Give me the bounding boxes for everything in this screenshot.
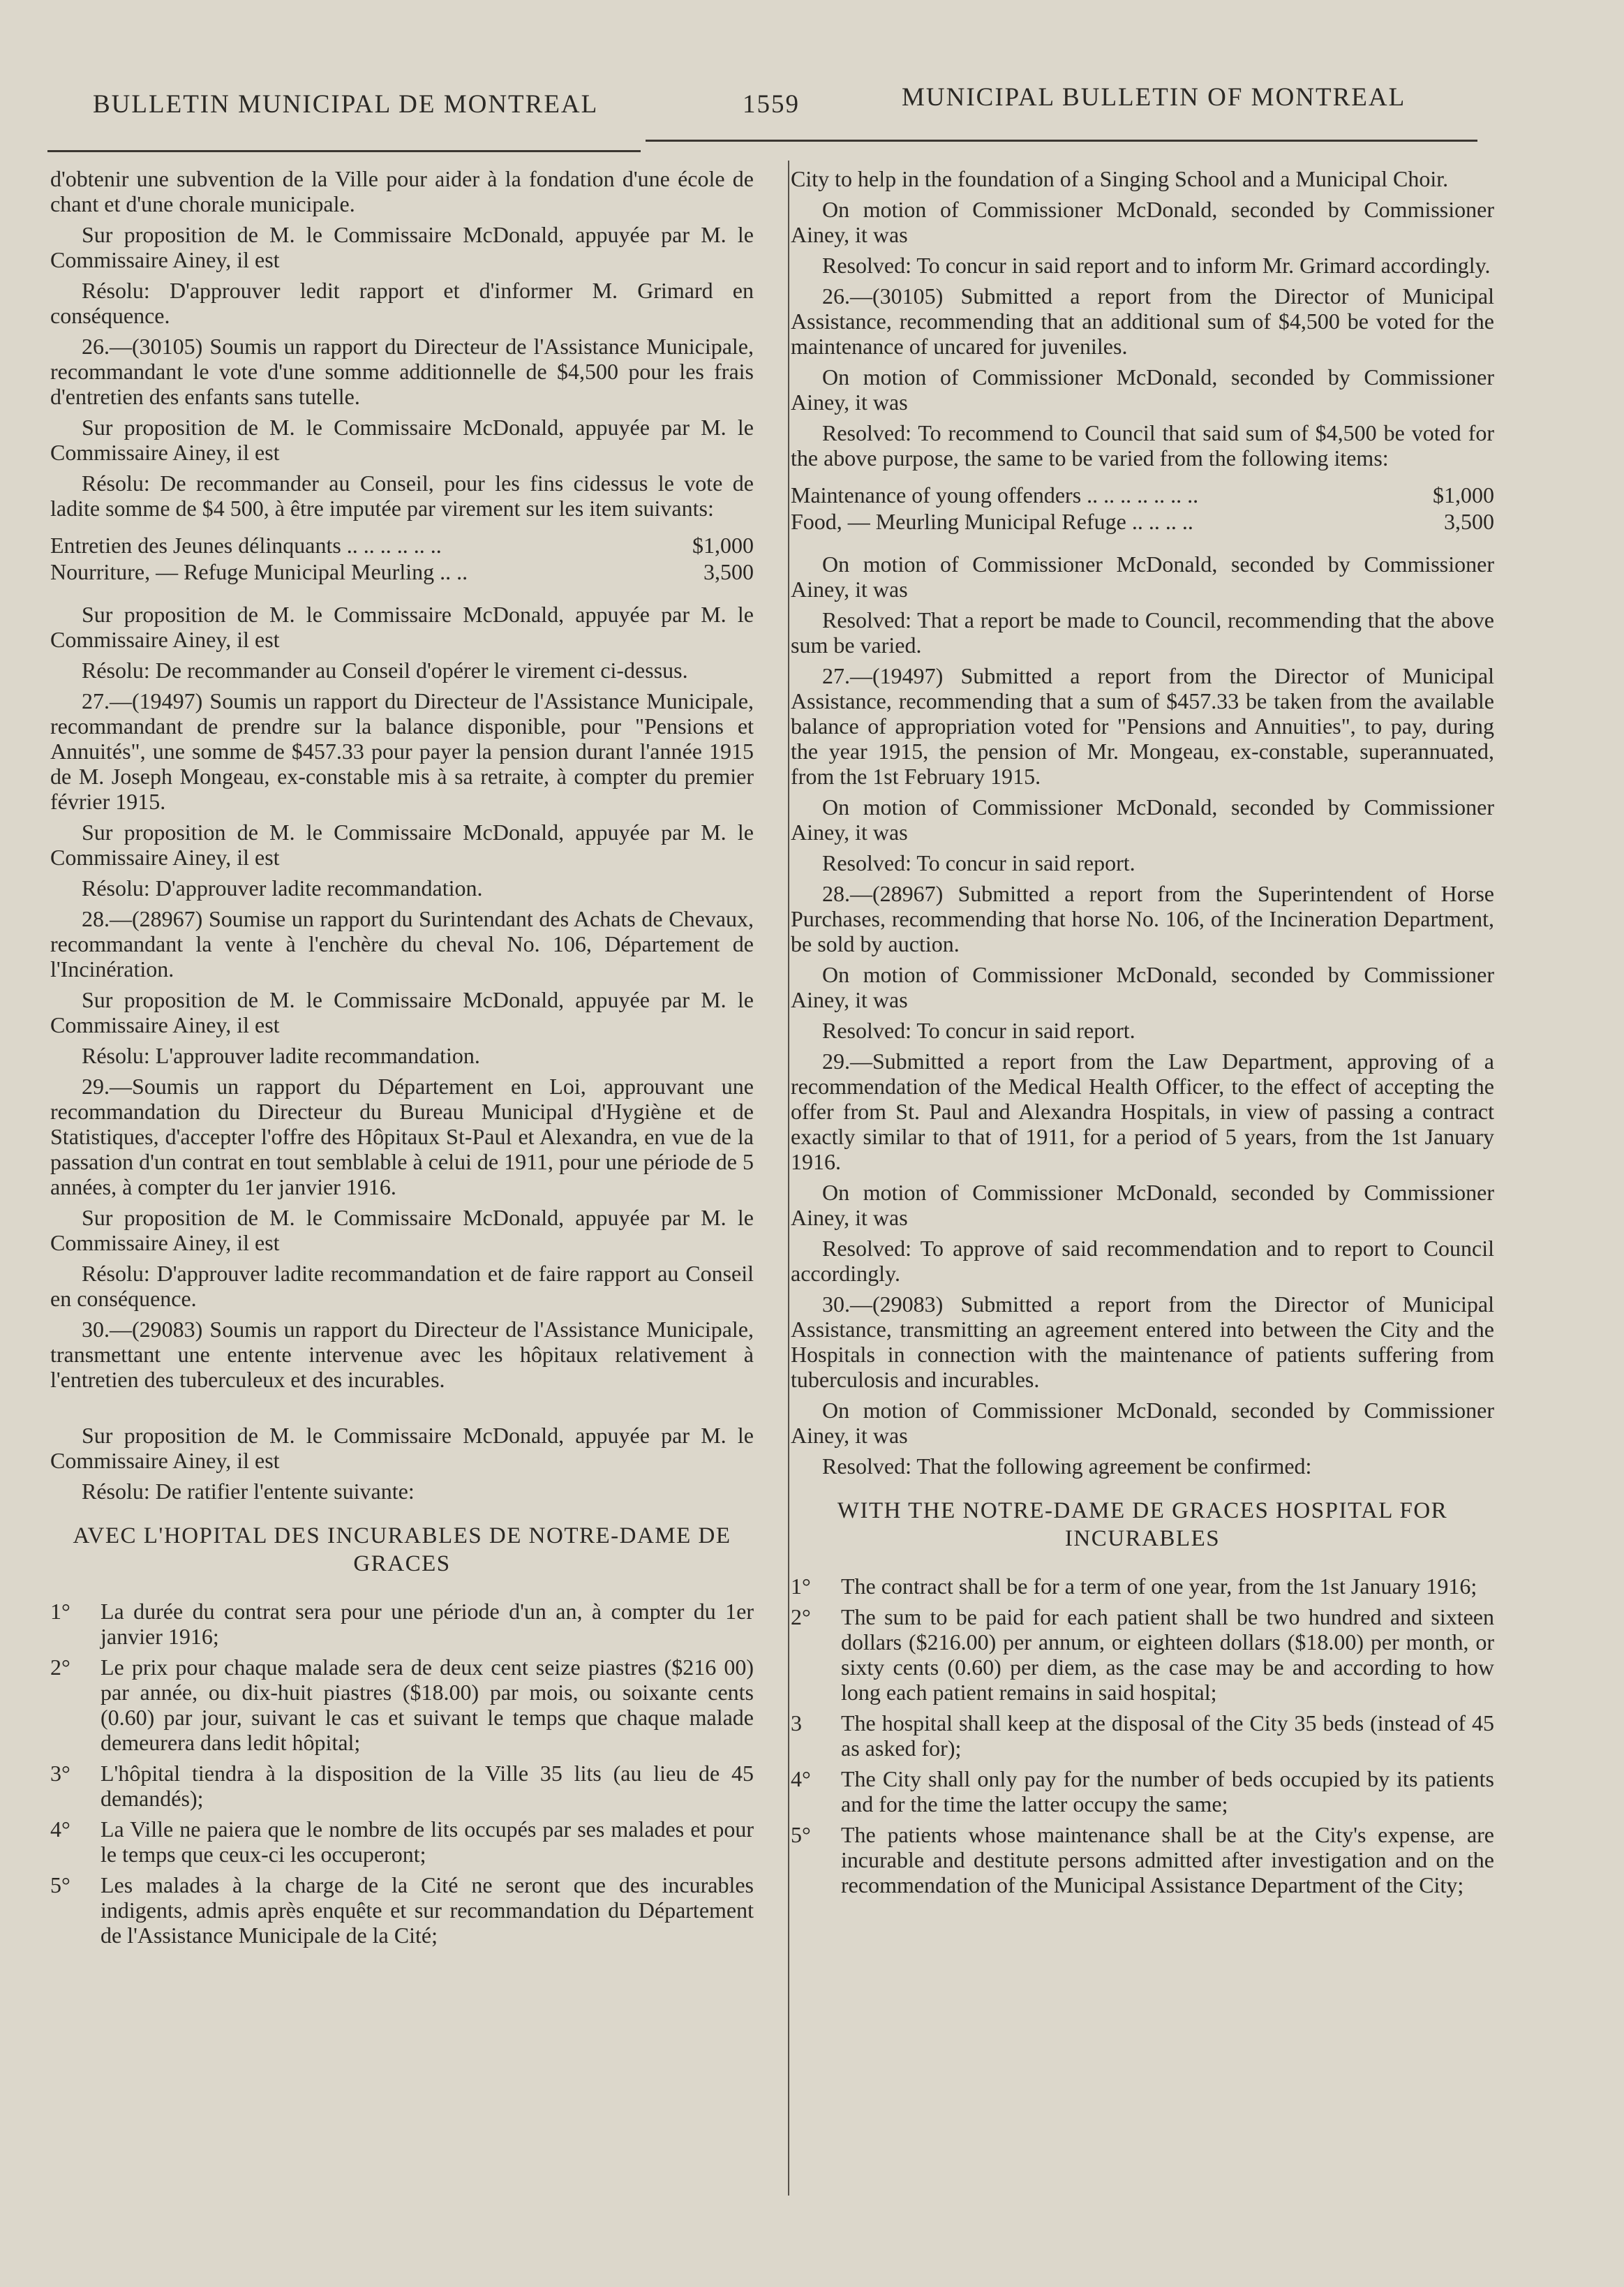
column-divider: [788, 161, 789, 2196]
table-row: [50, 558, 754, 585]
list-item: [50, 1655, 754, 1755]
paragraph: Sur proposition de M. le Commissaire McDonald, appuyée par M. le Commissaire Ainey, il est: [50, 415, 754, 465]
header-rule-right: [646, 140, 1477, 142]
item-text: The sum to be paid for each patient shall be two hundred and sixteen dollars ($216.00) per annum, or eighteen dollars ($18.00) per month, or sixty cents (0.60) per diem, as the case may be and according to how long each patient remains in said hospital;: [841, 1604, 1494, 1705]
item-text: L'hôpital tiendra à la disposition de la Ville 35 lits (au lieu de 45 demandés);: [100, 1761, 754, 1811]
paragraph: d'obtenir une subvention de la Ville pour aider à la fondation d'une école de chant et d'une chorale municipale.: [50, 166, 754, 216]
paragraph: 26.—(30105) Soumis un rapport du Directeur de l'Assistance Municipale, recommandant le vote d'une somme additionnelle de $4,500 pour les frais d'entretien des enfants sans tutelle.: [50, 334, 754, 409]
paragraph: City to help in the foundation of a Singing School and a Municipal Choir.: [791, 166, 1449, 191]
table-row: [50, 532, 754, 558]
paragraph: Resolved: To concur in said report.: [822, 850, 1135, 875]
paragraph: 29.—Soumis un rapport du Département en Loi, approuvant une recommandation du Directeur du Bureau Municipal d'Hygiène et de Statistiques, d'accepter l'offre des Hôpitaux St-Paul et Alexandra, en vue de la passation d'un contrat en tout semblable à celui de 1911, pour une période de 5 années, à compter du 1er janvier 1916.: [50, 1074, 754, 1199]
item-text: The City shall only pay for the number of beds occupied by its patients and for the time the latter occupy the same;: [841, 1766, 1494, 1816]
table-amount: 3,500: [703, 559, 754, 584]
paragraph: On motion of Commissioner McDonald, seconded by Commissioner Ainey, it was: [791, 1180, 1494, 1230]
agreement-heading: WITH THE NOTRE-DAME DE GRACES HOSPITAL FOR INCURABLES: [837, 1498, 1448, 1551]
paragraph: Résolu: L'approuver ladite recommandation.: [82, 1043, 480, 1068]
paragraph: Sur proposition de M. le Commissaire McDonald, appuyée par M. le Commissaire Ainey, il est: [50, 602, 754, 652]
paragraph: On motion of Commissioner McDonald, seconded by Commissioner Ainey, it was: [791, 364, 1494, 415]
paragraph: Resolved: To concur in said report.: [822, 1018, 1135, 1043]
list-item: [791, 1710, 1494, 1761]
list-item: [50, 1872, 754, 1948]
agreement-heading: AVEC L'HOPITAL DES INCURABLES DE NOTRE-DAME DE GRACES: [73, 1523, 731, 1576]
item-number: 3°: [50, 1761, 70, 1786]
paragraph: Resolved: To approve of said recommendation and to report to Council accordingly.: [791, 1236, 1494, 1286]
paragraph: 29.—Submitted a report from the Law Department, approving of a recommendation of the Medical Health Officer, to the effect of accepting the offer from St. Paul and Alexandra Hospitals, in view of passing a contract exactly similar to that of 1911, for a period of 5 years, from the 1st January 1916.: [791, 1049, 1494, 1174]
paragraph: On motion of Commissioner McDonald, seconded by Commissioner Ainey, it was: [791, 1398, 1494, 1448]
item-text: La Ville ne paiera que le nombre de lits occupés par ses malades et pour le temps que ceux-ci les occuperont;: [100, 1816, 754, 1867]
table-row: [791, 508, 1494, 535]
table-item: Maintenance of young offenders .. .. .. .. .. .. ..: [791, 482, 1199, 508]
item-text: The patients whose maintenance shall be at the City's expense, are incurable and destitute persons admitted after investigation and on the recommendation of the Municipal Assistance Department of the City;: [841, 1822, 1494, 1897]
budget-table: [791, 482, 1494, 535]
header-left-title: BULLETIN MUNICIPAL DE MONTREAL: [93, 90, 599, 119]
paragraph: Résolu: De recommander au Conseil, pour les fins cidessus le vote de ladite somme de $4 500, à être imputée par virement sur les item suivants:: [50, 471, 754, 521]
paragraph: Resolved: That the following agreement be confirmed:: [822, 1453, 1312, 1479]
list-item: [791, 1604, 1494, 1705]
table-item: Entretien des Jeunes délinquants .. .. .. .. .. ..: [50, 533, 442, 558]
item-text: Les malades à la charge de la Cité ne seront que des incurables indigents, admis après enquête et sur recommandation du Département de l'Assistance Municipale de la Cité;: [100, 1872, 754, 1948]
paragraph: Resolved: To concur in said report and to inform Mr. Grimard accordingly.: [822, 253, 1491, 278]
item-number: 3: [791, 1710, 802, 1735]
item-number: 1°: [791, 1574, 811, 1599]
paragraph: Résolu: D'approuver ledit rapport et d'informer M. Grimard en conséquence.: [50, 278, 754, 328]
header-rule-left: [47, 150, 641, 152]
paragraph: On motion of Commissioner McDonald, seconded by Commissioner Ainey, it was: [791, 962, 1494, 1012]
table-amount: $1,000: [1433, 482, 1494, 508]
paragraph: On motion of Commissioner McDonald, seconded by Commissioner Ainey, it was: [791, 552, 1494, 602]
list-item: [50, 1816, 754, 1867]
list-item: [791, 1574, 1494, 1599]
item-text: The contract shall be for a term of one year, from the 1st January 1916;: [841, 1574, 1477, 1599]
item-number: 4°: [791, 1766, 811, 1791]
paragraph: Sur proposition de M. le Commissaire McDonald, appuyée par M. le Commissaire Ainey, il est: [50, 222, 754, 272]
paragraph: 30.—(29083) Submitted a report from the Director of Municipal Assistance, transmitting an agreement entered into between the City and the Hospitals in connection with the maintenance of patients suffering from tuberculosis and incurables.: [791, 1291, 1494, 1392]
list-item: [791, 1766, 1494, 1816]
paragraph: Résolu: D'approuver ladite recommandation.: [82, 875, 483, 901]
table-item: Nourriture, — Refuge Municipal Meurling .. ..: [50, 559, 468, 584]
paragraph: Resolved: That a report be made to Council, recommending that the above sum be varied.: [791, 607, 1494, 658]
item-number: 4°: [50, 1816, 70, 1842]
table-item: Food, — Meurling Municipal Refuge .. .. .. ..: [791, 509, 1193, 534]
item-text: La durée du contrat sera pour une période d'un an, à compter du 1er janvier 1916;: [100, 1599, 754, 1649]
item-number: 2°: [50, 1655, 70, 1680]
french-column: [50, 166, 754, 1953]
budget-table: [50, 532, 754, 585]
paragraph: 26.—(30105) Submitted a report from the Director of Municipal Assistance, recommending that an additional sum of $4,500 be voted for the maintenance of uncared for juveniles.: [791, 283, 1494, 359]
header-right-title: MUNICIPAL BULLETIN OF MONTREAL: [902, 83, 1406, 112]
table-row: [791, 482, 1494, 508]
paragraph: Sur proposition de M. le Commissaire McDonald, appuyée par M. le Commissaire Ainey, il est: [50, 1423, 754, 1473]
paragraph: Résolu: De recommander au Conseil d'opérer le virement ci-dessus.: [82, 658, 688, 683]
item-number: 2°: [791, 1604, 811, 1629]
paragraph: Résolu: De ratifier l'entente suivante:: [82, 1479, 415, 1504]
paragraph: 30.—(29083) Soumis un rapport du Directeur de l'Assistance Municipale, transmettant une entente intervenue avec les hôpitaux relativement à l'entretien des tuberculeux et des incurables.: [50, 1317, 754, 1392]
paragraph: On motion of Commissioner McDonald, seconded by Commissioner Ainey, it was: [791, 197, 1494, 247]
item-text: The hospital shall keep at the disposal of the City 35 beds (instead of 45 as asked for);: [841, 1710, 1494, 1761]
paragraph: Sur proposition de M. le Commissaire McDonald, appuyée par M. le Commissaire Ainey, il est: [50, 1205, 754, 1255]
paragraph: 28.—(28967) Soumise un rapport du Surintendant des Achats de Chevaux, recommandant la vente à l'enchère du cheval No. 106, Département de l'Incinération.: [50, 906, 754, 982]
list-item: [50, 1599, 754, 1649]
paragraph: 27.—(19497) Soumis un rapport du Directeur de l'Assistance Municipale, recommandant de prendre sur la balance disponible, pour "Pensions et Annuités", une somme de $457.33 pour payer la pension durant l'année 1915 de M. Joseph Mongeau, ex-constable mis à sa retraite, à compter du premier février 1915.: [50, 688, 754, 814]
english-column: [791, 166, 1494, 1903]
paragraph: 28.—(28967) Submitted a report from the Superintendent of Horse Purchases, recommending that horse No. 106, of the Incineration Department, be sold by auction.: [791, 881, 1494, 956]
paragraph: On motion of Commissioner McDonald, seconded by Commissioner Ainey, it was: [791, 794, 1494, 845]
table-amount: $1,000: [692, 533, 754, 558]
table-amount: 3,500: [1444, 509, 1494, 534]
paragraph: 27.—(19497) Submitted a report from the Director of Municipal Assistance, recommending that a sum of $457.33 be taken from the available balance of appropriation voted for "Pensions and Annuities", to pay, during the year 1915, the pension of Mr. Mongeau, ex-constable, superannuated, from the 1st February 1915.: [791, 663, 1494, 789]
paragraph: Sur proposition de M. le Commissaire McDonald, appuyée par M. le Commissaire Ainey, il est: [50, 987, 754, 1037]
item-number: 5°: [791, 1822, 811, 1847]
item-number: 5°: [50, 1872, 70, 1897]
item-number: 1°: [50, 1599, 70, 1624]
page-number: 1559: [743, 90, 800, 119]
list-item: [50, 1761, 754, 1811]
list-item: [791, 1822, 1494, 1897]
paragraph: Resolved: To recommend to Council that said sum of $4,500 be voted for the above purpose, the same to be varied from the following items:: [791, 420, 1494, 471]
paragraph: Résolu: D'approuver ladite recommandation et de faire rapport au Conseil en conséquence.: [50, 1261, 754, 1311]
item-text: Le prix pour chaque malade sera de deux cent seize piastres ($216 00) par année, ou dix-huit piastres ($18.00) par mois, ou soixante cents (0.60) par jour, suivant le cas et suivant le temps que chaque malade demeurera dans ledit hôpital;: [100, 1655, 754, 1755]
paragraph: Sur proposition de M. le Commissaire McDonald, appuyée par M. le Commissaire Ainey, il est: [50, 820, 754, 870]
